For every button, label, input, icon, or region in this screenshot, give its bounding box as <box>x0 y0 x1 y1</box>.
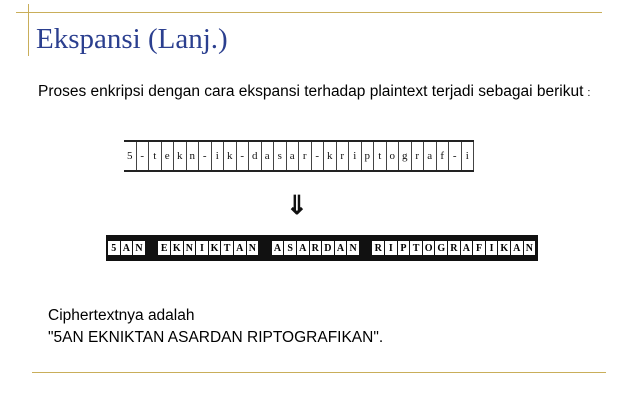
plaintext-cell: r <box>299 142 312 170</box>
ciphertext-cell: N <box>347 241 359 255</box>
plaintext-cell: n <box>187 142 200 170</box>
ciphertext-cell: I <box>196 241 208 255</box>
plaintext-cell: e <box>162 142 175 170</box>
plaintext-cell: a <box>424 142 437 170</box>
ciphertext-cell: I <box>385 241 397 255</box>
ciphertext-cell: E <box>158 241 170 255</box>
ciphertext-cell: A <box>511 241 523 255</box>
result-text <box>48 305 383 349</box>
plaintext-cell: r <box>337 142 350 170</box>
plaintext-cell: f <box>437 142 450 170</box>
result-line-1: Ciphertextnya adalah <box>48 307 195 324</box>
plaintext-cell: k <box>174 142 187 170</box>
frame-left-line <box>28 4 29 56</box>
plaintext-cell: p <box>362 142 375 170</box>
ciphertext-cell: K <box>210 242 219 254</box>
plaintext-cell: - <box>449 142 462 170</box>
ciphertext-cell: A <box>121 241 133 255</box>
ciphertext-strip <box>106 235 538 261</box>
plaintext-cell: 5 <box>124 142 137 170</box>
ciphertext-cell: O <box>424 242 433 254</box>
intro-colon: : <box>587 87 591 99</box>
plaintext-cell: s <box>274 142 287 170</box>
ciphertext-cell: T <box>410 241 422 255</box>
ciphertext-cell: A <box>297 241 309 255</box>
result-line-2: "5AN EKNIKTAN ASARDAN RIPTOGRAFIKAN". <box>48 329 384 346</box>
slide-title: Ekspansi (Lanj.) <box>36 23 228 55</box>
ciphertext-cell: R <box>310 241 322 255</box>
ciphertext-cell: T <box>221 241 233 255</box>
ciphertext-cell: P <box>398 241 410 255</box>
ciphertext-cell: K <box>500 242 509 254</box>
plaintext-cell: - <box>137 142 150 170</box>
plaintext-cell: g <box>399 142 412 170</box>
ciphertext-cell: D <box>322 241 334 255</box>
plaintext-cell: i <box>349 142 362 170</box>
frame-top-line <box>16 12 602 13</box>
ciphertext-cell: G <box>437 242 446 254</box>
plaintext-cell: t <box>149 142 162 170</box>
plaintext-cell: o <box>387 142 400 170</box>
ciphertext-cell: A <box>335 241 347 255</box>
ciphertext-cell: I <box>486 241 498 255</box>
frame-bottom-line <box>32 372 606 373</box>
ciphertext-cell: N <box>133 241 145 255</box>
ciphertext-cell: A <box>272 241 284 255</box>
plaintext-cell: d <box>249 142 262 170</box>
plaintext-cell: t <box>374 142 387 170</box>
ciphertext-cell <box>360 241 372 255</box>
ciphertext-cell: 5 <box>108 241 120 255</box>
ciphertext-cell: R <box>448 241 460 255</box>
ciphertext-cell: A <box>461 241 473 255</box>
ciphertext-cell <box>146 241 158 255</box>
ciphertext-cell: N <box>184 241 196 255</box>
plaintext-cell: a <box>287 142 300 170</box>
plaintext-cell: k <box>224 142 237 170</box>
plaintext-cell: - <box>312 142 325 170</box>
ciphertext-cell: S <box>284 241 296 255</box>
plaintext-cell: k <box>324 142 337 170</box>
plaintext-cell: i <box>462 142 475 170</box>
plaintext-cell: r <box>412 142 425 170</box>
plaintext-cell: - <box>237 142 250 170</box>
intro-sentence: Proses enkripsi dengan cara ekspansi terhadap plaintext terjadi sebagai berikut <box>38 83 584 100</box>
down-arrow-icon: ⇓ <box>286 190 308 220</box>
intro-text <box>38 81 598 104</box>
plaintext-expansion-strip <box>124 140 474 172</box>
ciphertext-cell: N <box>524 241 536 255</box>
ciphertext-cell: K <box>172 242 181 254</box>
plaintext-cell: a <box>262 142 275 170</box>
ciphertext-cell <box>259 241 271 255</box>
plaintext-cell: i <box>212 142 225 170</box>
ciphertext-cell: R <box>372 241 384 255</box>
ciphertext-cell: N <box>247 241 259 255</box>
ciphertext-cell: F <box>473 241 485 255</box>
ciphertext-cell: A <box>234 241 246 255</box>
plaintext-cell: - <box>199 142 212 170</box>
